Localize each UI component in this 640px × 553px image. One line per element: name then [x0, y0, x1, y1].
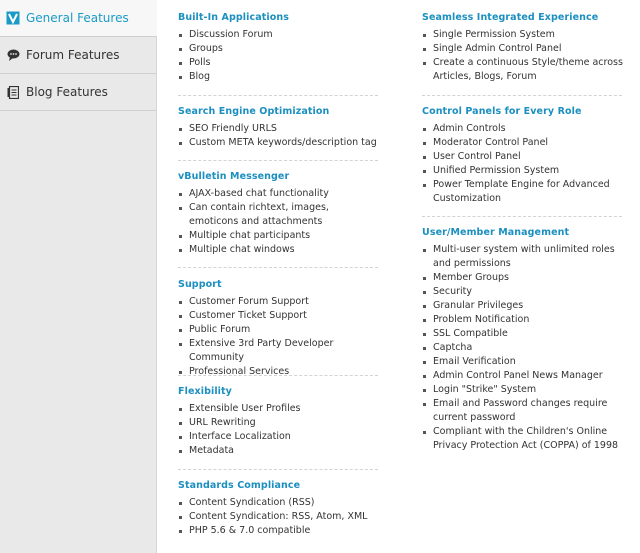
- speech-bubble-icon: [6, 48, 20, 62]
- section-title: Control Panels for Every Role: [422, 106, 582, 117]
- feature-list: [178, 496, 380, 538]
- list-item: Custom META keywords/description tag: [178, 136, 380, 150]
- sidebar: [0, 0, 157, 553]
- list-item: PHP 5.6 & 7.0 compatible: [178, 524, 380, 538]
- section-title: Support: [178, 279, 222, 290]
- vbulletin-logo-icon: [6, 11, 20, 25]
- section-title: Search Engine Optimization: [178, 106, 330, 117]
- list-item: Polls: [178, 56, 380, 70]
- list-item: Customer Forum Support: [178, 295, 380, 309]
- tab-blog-features[interactable]: [0, 74, 156, 111]
- section-standards-compliance: [178, 480, 380, 538]
- section-seamless-integrated-experience: [422, 12, 632, 84]
- list-item: Content Syndication (RSS): [178, 496, 380, 510]
- divider: [178, 95, 378, 96]
- section-vbulletin-messenger: [178, 171, 380, 257]
- list-item: URL Rewriting: [178, 416, 380, 430]
- list-item: SEO Friendly URLS: [178, 122, 380, 136]
- list-item: Multiple chat windows: [178, 243, 380, 257]
- list-item: Multiple chat participants: [178, 229, 380, 243]
- list-item: Single Admin Control Panel: [422, 42, 632, 56]
- list-item: Create a continuous Style/theme across Articles, Blogs, Forum: [422, 56, 632, 84]
- list-item: AJAX-based chat functionality: [178, 187, 380, 201]
- list-item: Content Syndication: RSS, Atom, XML: [178, 510, 380, 524]
- list-item: User Control Panel: [422, 150, 632, 164]
- section-title: Flexibility: [178, 386, 232, 397]
- section-title: User/Member Management: [422, 227, 570, 238]
- section-user-member-management: [422, 227, 632, 453]
- list-item: Blog: [178, 70, 380, 84]
- feature-list: [178, 295, 380, 379]
- list-item: Admin Control Panel News Manager: [422, 369, 632, 383]
- feature-list: [422, 28, 632, 84]
- list-item: Single Permission System: [422, 28, 632, 42]
- notebook-icon: [6, 85, 20, 99]
- divider: [178, 267, 378, 268]
- list-item: Member Groups: [422, 271, 632, 285]
- section-title: Seamless Integrated Experience: [422, 12, 599, 23]
- list-item: Customer Ticket Support: [178, 309, 380, 323]
- divider: [178, 160, 378, 161]
- list-item: Granular Privileges: [422, 299, 632, 313]
- section-support: [178, 279, 380, 379]
- tab-label: Blog Features: [26, 85, 108, 99]
- divider: [422, 216, 622, 217]
- list-item: Discussion Forum: [178, 28, 380, 42]
- section-title: vBulletin Messenger: [178, 171, 290, 182]
- feature-list: [178, 187, 380, 257]
- list-item: Security: [422, 285, 632, 299]
- list-item: Power Template Engine for Advanced Customization: [422, 178, 632, 206]
- list-item: Moderator Control Panel: [422, 136, 632, 150]
- tab-general-features[interactable]: [0, 0, 157, 37]
- feature-list: [178, 122, 380, 150]
- list-item: Admin Controls: [422, 122, 632, 136]
- list-item: SSL Compatible: [422, 327, 632, 341]
- list-item: Interface Localization: [178, 430, 380, 444]
- tab-label: Forum Features: [26, 48, 120, 62]
- list-item: Login "Strike" System: [422, 383, 632, 397]
- list-item: Groups: [178, 42, 380, 56]
- feature-list: [178, 28, 380, 84]
- list-item: Professional Services: [178, 365, 380, 379]
- list-item: Extensible User Profiles: [178, 402, 380, 416]
- list-item: Email and Password changes require current password: [422, 397, 632, 425]
- section-flexibility: [178, 386, 380, 458]
- list-item: Compliant with the Children's Online Privacy Protection Act (COPPA) of 1998: [422, 425, 632, 453]
- list-item: Captcha: [422, 341, 632, 355]
- section-control-panels: [422, 106, 632, 206]
- section-built-in-applications: [178, 12, 380, 84]
- tab-forum-features[interactable]: [0, 37, 156, 74]
- feature-list: [422, 122, 632, 206]
- list-item: Metadata: [178, 444, 380, 458]
- list-item: Problem Notification: [422, 313, 632, 327]
- list-item: Multi-user system with unlimited roles and permissions: [422, 243, 632, 271]
- list-item: Extensive 3rd Party Developer Community: [178, 337, 380, 365]
- divider: [178, 375, 378, 376]
- section-title: Standards Compliance: [178, 480, 301, 491]
- section-seo: [178, 106, 380, 150]
- list-item: Email Verification: [422, 355, 632, 369]
- divider: [178, 469, 378, 470]
- list-item: Unified Permission System: [422, 164, 632, 178]
- feature-list: [422, 243, 632, 453]
- list-item: Public Forum: [178, 323, 380, 337]
- feature-list: [178, 402, 380, 458]
- list-item: Can contain richtext, images, emoticons and attachments: [178, 201, 380, 229]
- divider: [422, 95, 622, 96]
- section-title: Built-In Applications: [178, 12, 289, 23]
- tab-label: General Features: [26, 11, 129, 25]
